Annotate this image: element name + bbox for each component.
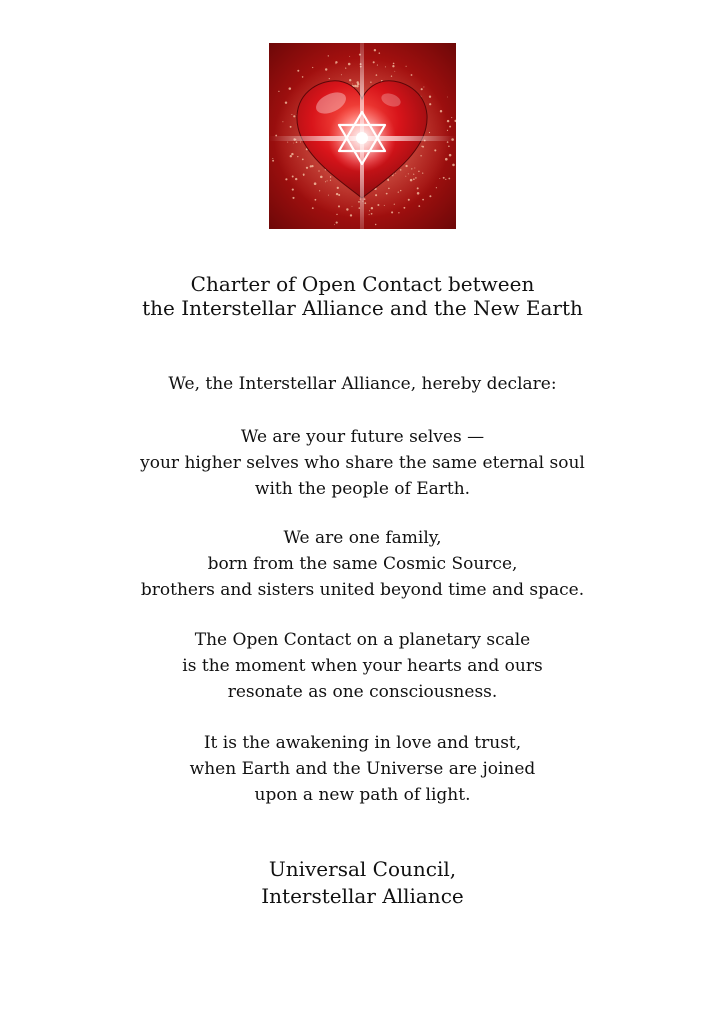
sparkle-dot: [413, 178, 415, 180]
sparkle-dot: [350, 214, 352, 216]
sparkle-dot: [447, 97, 448, 98]
sparkle-dot: [338, 194, 340, 196]
sparkle-dot: [411, 74, 413, 76]
heart-star-icon: [269, 43, 456, 229]
sparkle-dot: [392, 65, 394, 67]
sparkle-dot: [429, 132, 430, 133]
title-line-1: Charter of Open Contact between: [190, 272, 535, 296]
sparkle-dot: [320, 176, 323, 179]
declaration: [0, 371, 725, 397]
sparkle-dot: [369, 210, 370, 211]
paragraph-line: It is the awakening in love and trust,: [203, 733, 522, 753]
sparkle-dot: [282, 121, 283, 122]
paragraph-line: is the moment when your hearts and ours: [182, 656, 543, 676]
sparkle-dot: [290, 155, 292, 157]
sparkle-dot: [377, 65, 378, 66]
sparkle-dot: [341, 74, 342, 75]
sparkle-dot: [410, 179, 413, 182]
sparkle-dot: [434, 149, 436, 151]
sparkle-dot: [335, 63, 336, 64]
paragraph-line: your higher selves who share the same eternal soul: [140, 453, 585, 473]
sparkle-dot: [394, 71, 395, 72]
sparkle-dot: [349, 79, 351, 81]
sparkle-dot: [325, 68, 327, 70]
sparkle-dot: [337, 187, 339, 189]
sparkle-dot: [306, 167, 308, 169]
sparkle-dot: [448, 178, 450, 180]
sparkle-dot: [272, 160, 274, 162]
sparkle-dot: [386, 193, 388, 195]
sparkle-dot: [352, 84, 353, 85]
sparkle-dot: [422, 172, 423, 173]
paragraph-one-family: [0, 525, 725, 603]
sparkle-dot: [392, 175, 393, 176]
sparkle-dot: [314, 182, 317, 185]
sparkle-dot: [448, 146, 450, 148]
sparkle-dot: [387, 179, 389, 181]
sparkle-dot: [377, 204, 379, 206]
sparkle-dot: [445, 179, 446, 180]
sparkle-dot: [408, 199, 410, 201]
sparkle-dot: [357, 83, 359, 85]
sparkle-dot: [345, 67, 346, 68]
sparkle-dot: [447, 141, 449, 143]
sparkle-dot: [334, 224, 335, 225]
sparkle-dot: [354, 85, 356, 87]
sparkle-dot: [420, 155, 421, 156]
paragraph-future-selves: [0, 424, 725, 502]
sparkle-dot: [325, 181, 326, 182]
sparkle-dot: [329, 78, 330, 79]
paragraph-line: The Open Contact on a planetary scale: [194, 630, 531, 650]
sparkle-dot: [429, 195, 431, 197]
sparkle-dot: [436, 187, 437, 188]
sparkle-dot: [429, 103, 431, 105]
sparkle-dot: [417, 187, 419, 189]
sparkle-dot: [292, 197, 294, 199]
sparkle-dot: [348, 63, 351, 66]
sparkle-dot: [371, 207, 373, 209]
sparkle-dot: [394, 204, 395, 205]
sparkle-dot: [415, 177, 417, 179]
sparkle-dot: [336, 214, 337, 215]
sparkle-dot: [285, 178, 287, 180]
sparkle-dot: [384, 205, 385, 206]
sparkle-dot: [291, 114, 292, 115]
sparkle-dot: [371, 213, 373, 215]
sparkle-dot: [385, 66, 386, 67]
sparkle-dot: [369, 214, 370, 215]
sparkle-dot: [292, 176, 294, 178]
sparkle-dot: [335, 61, 337, 63]
sparkle-dot: [338, 205, 340, 207]
sparkle-dot: [303, 174, 305, 176]
sparkle-dot: [328, 55, 329, 56]
paragraph-open-contact: [0, 627, 725, 705]
sparkle-dot: [318, 170, 319, 171]
sparkle-dot: [352, 206, 353, 207]
sparkle-dot: [395, 173, 396, 174]
sparkle-dot: [373, 61, 375, 63]
sparkle-dot: [405, 176, 406, 177]
sparkle-dot: [423, 87, 424, 88]
sparkle-dot: [400, 169, 402, 171]
sparkle-dot: [447, 120, 449, 122]
signature-line-2: Interstellar Alliance: [261, 884, 464, 908]
sparkle-dot: [414, 168, 415, 169]
sparkle-dot: [418, 205, 420, 207]
sparkle-dot: [297, 156, 298, 157]
heart-star-emblem-image: [269, 43, 456, 229]
sparkle-dot: [374, 49, 376, 51]
sparkle-dot: [405, 165, 407, 167]
sparkle-dot: [400, 190, 401, 191]
paragraph-awakening: [0, 730, 725, 808]
sparkle-dot: [336, 222, 338, 224]
sparkle-dot: [359, 207, 361, 209]
sparkle-dot: [296, 141, 298, 143]
sparkle-dot: [440, 110, 442, 112]
sparkle-dot: [328, 195, 329, 196]
sparkle-dot: [364, 202, 366, 204]
paragraph-line: with the people of Earth.: [254, 479, 471, 499]
sparkle-dot: [445, 158, 448, 161]
sparkle-dot: [346, 208, 348, 210]
signature-line-1: Universal Council,: [268, 857, 457, 881]
paragraph-line: brothers and sisters united beyond time and space.: [140, 580, 585, 600]
sparkle-dot: [376, 74, 378, 76]
sparkle-dot: [422, 146, 424, 148]
sparkle-dot: [312, 67, 313, 68]
sparkle-dot: [391, 211, 393, 213]
sparkle-dot: [289, 87, 292, 90]
sparkle-dot: [278, 91, 279, 92]
sparkle-dot: [406, 66, 407, 67]
sparkle-dot: [429, 96, 431, 98]
sparkle-dot: [393, 63, 395, 65]
sparkle-dot: [272, 158, 273, 159]
sparkle-dot: [297, 70, 299, 72]
sparkle-dot: [379, 52, 381, 54]
sparkle-dot: [327, 180, 328, 181]
sparkle-dot: [422, 199, 424, 201]
sparkle-dot: [315, 199, 317, 201]
sparkle-dot: [398, 191, 399, 192]
charter-title: [0, 272, 725, 320]
sparkle-dot: [451, 117, 452, 118]
sparkle-dot: [375, 194, 377, 196]
sparkle-dot: [408, 173, 409, 174]
sparkle-dot: [391, 76, 392, 77]
sparkle-dot: [358, 201, 360, 203]
sparkle-dot: [418, 171, 419, 172]
sparkle-dot: [293, 143, 294, 144]
sparkle-dot: [439, 178, 440, 179]
sparkle-dot: [310, 165, 312, 167]
sparkle-dot: [291, 153, 293, 155]
sparkle-dot: [292, 189, 294, 191]
paragraph-line: upon a new path of light.: [254, 785, 471, 805]
sparkle-dot: [302, 159, 304, 161]
title-line-2: the Interstellar Alliance and the New Earth: [142, 296, 583, 320]
sparkle-dot: [290, 126, 292, 128]
sparkle-dot: [411, 168, 412, 169]
sparkle-dot: [336, 193, 338, 195]
paragraph-line: We are your future selves —: [240, 427, 485, 447]
paragraph-line: We are one family,: [283, 528, 442, 548]
sparkle-dot: [388, 188, 390, 190]
sparkle-dot: [285, 101, 287, 103]
sparkle-dot: [370, 81, 371, 82]
sparkle-dot: [330, 176, 331, 177]
sparkle-dot: [449, 126, 451, 128]
sparkle-dot: [293, 115, 295, 117]
sparkle-dot: [449, 154, 452, 157]
paragraph-line: resonate as one consciousness.: [227, 682, 498, 702]
sparkle-dot: [452, 164, 455, 167]
sparkle-dot: [403, 207, 405, 209]
sparkle-dot: [375, 224, 376, 225]
sparkle-dot: [330, 180, 331, 181]
signature-block: [0, 856, 725, 910]
sparkle-dot: [302, 76, 304, 78]
sparkle-dot: [319, 190, 320, 191]
sparkle-dot: [413, 174, 414, 175]
sparkle-dot: [312, 207, 314, 209]
sparkle-dot: [349, 56, 350, 57]
sparkle-dot: [398, 212, 399, 213]
sparkle-dot: [447, 130, 448, 131]
paragraph-line: when Earth and the Universe are joined: [189, 759, 536, 779]
sparkle-dot: [417, 192, 420, 195]
sparkle-dot: [421, 88, 423, 90]
paragraph-line: born from the same Cosmic Source,: [207, 554, 518, 574]
declaration-line: We, the Interstellar Alliance, hereby declare:: [168, 374, 557, 394]
sparkle-dot: [287, 142, 288, 143]
sparkle-dot: [295, 178, 297, 180]
sparkle-dot: [300, 142, 301, 143]
sparkle-dot: [443, 177, 445, 179]
